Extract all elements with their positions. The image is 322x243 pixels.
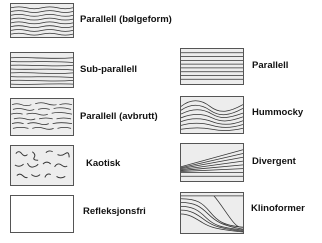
- divergent-swatch: [180, 143, 244, 182]
- broken-parallel-label: Parallell (avbrutt): [80, 111, 158, 122]
- chaotic-label: Kaotisk: [86, 158, 121, 169]
- wavy-parallel-pattern: [11, 4, 73, 37]
- sub-parallel-pattern: [11, 53, 73, 87]
- chaotic-pattern: [11, 146, 73, 185]
- broken-parallel-swatch: [10, 98, 74, 136]
- broken-parallel-pattern: [11, 99, 73, 135]
- hummocky-pattern: [181, 97, 243, 133]
- clinoform-label: Klinoformer: [251, 203, 305, 214]
- parallel-pattern: [181, 49, 243, 84]
- sub-parallel-label: Sub-parallell: [80, 64, 138, 75]
- clinoform-pattern: [181, 193, 243, 233]
- chaotic-swatch: [10, 145, 74, 186]
- divergent-label: Divergent: [252, 156, 296, 167]
- parallel-swatch: [180, 48, 244, 85]
- clinoform-swatch: [180, 192, 244, 234]
- divergent-pattern: [181, 144, 243, 181]
- wavy-parallel-swatch: [10, 3, 74, 38]
- hummocky-label: Hummocky: [252, 107, 304, 118]
- reflection-free-swatch: [10, 195, 74, 233]
- reflection-free-label: Refleksjonsfri: [83, 206, 146, 217]
- hummocky-swatch: [180, 96, 244, 134]
- sub-parallel-swatch: [10, 52, 74, 88]
- wavy-parallel-label: Parallell (bølgeform): [80, 14, 172, 25]
- parallel-label: Parallell: [252, 60, 289, 71]
